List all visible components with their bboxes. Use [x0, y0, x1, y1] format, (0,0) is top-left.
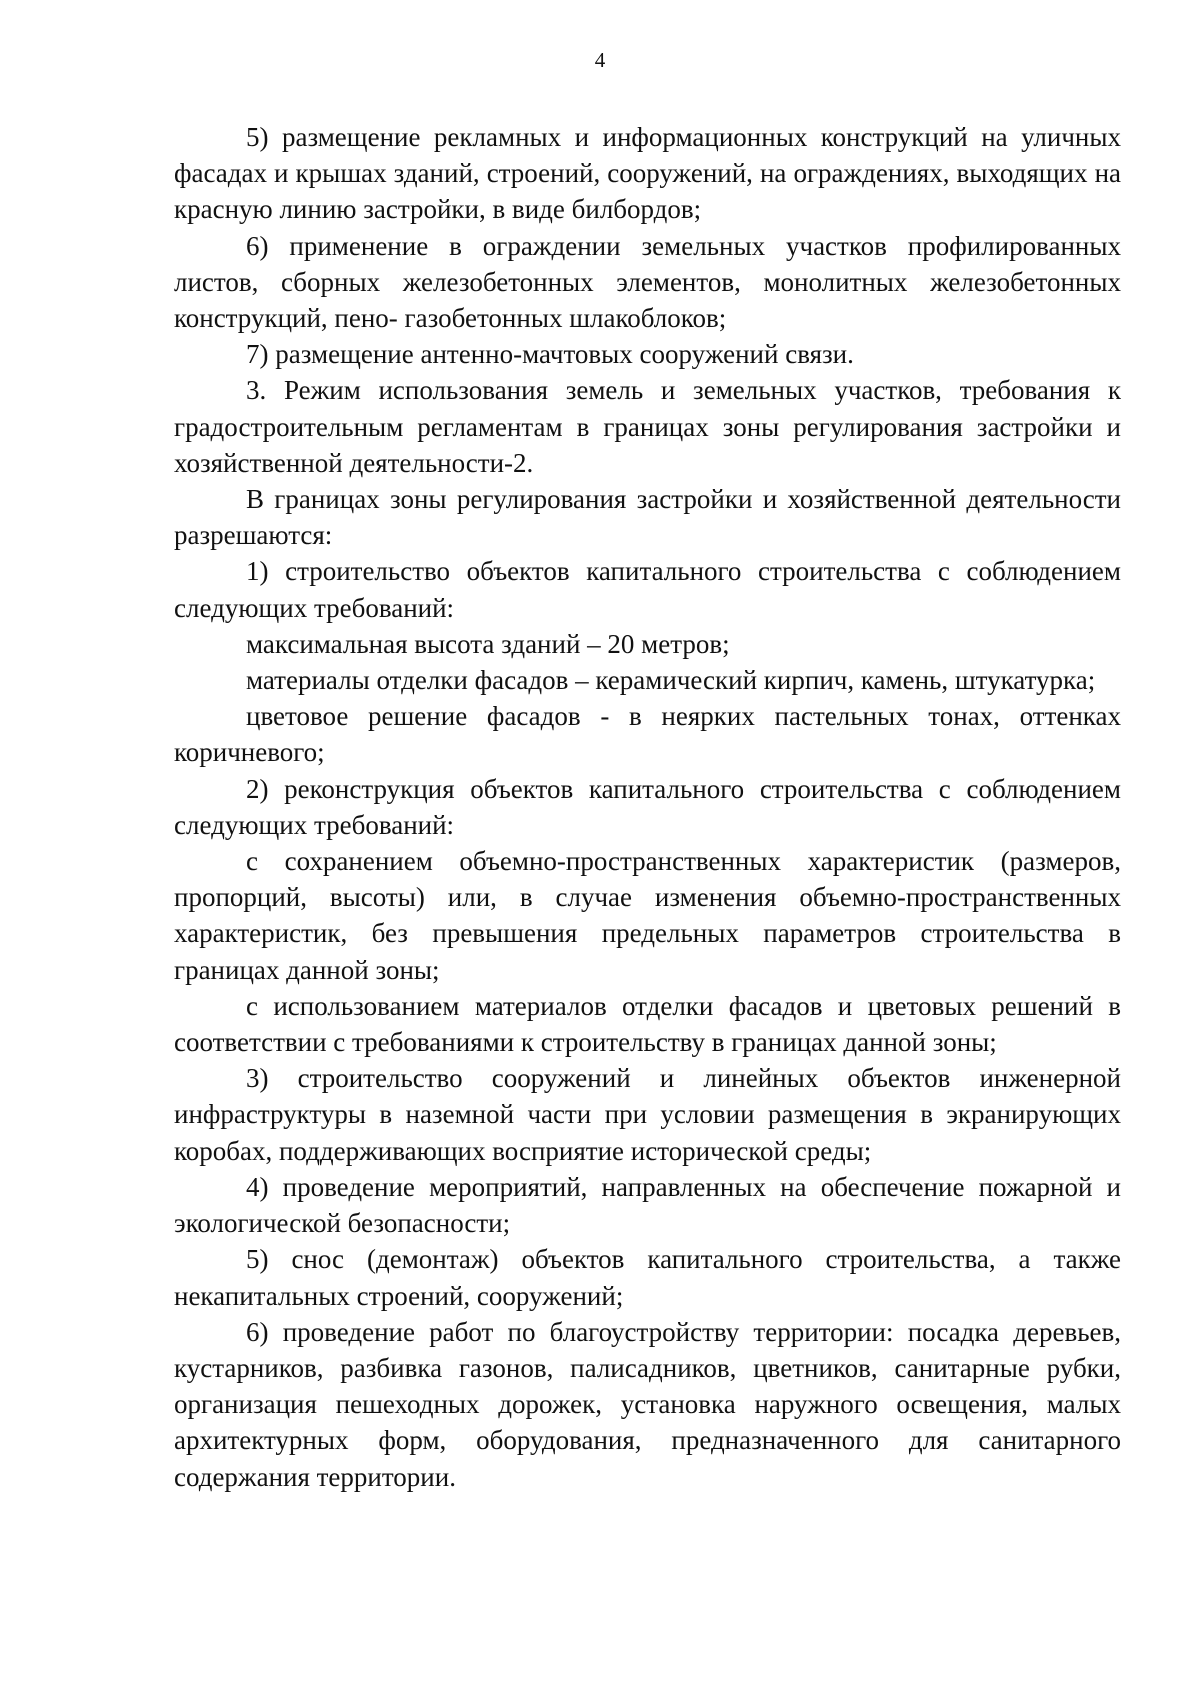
- requirement-facade-materials: материалы отделки фасадов – керамический кирпич, камень, штукатурка;: [246, 665, 1096, 696]
- page-number: 4: [594, 48, 606, 72]
- requirement-materials-colors: с использованием материалов отделки фасадов и цветовых решений в соответствии с требованиями к строительству в границах данной зоны;: [174, 990, 1121, 1058]
- permitted-item-5-demolition: 5) снос (демонтаж) объектов капитального строительства, а также некапитальных строений, сооружений;: [174, 1244, 1121, 1311]
- paragraph-item-6-fencing: 6) применение в ограждении земельных участков профилированных листов, сборных железобетонных элементов, монолитных железобетонных конструкций, пено- газобетонных шлакоблоков;: [174, 230, 1121, 334]
- requirement-max-height: максимальная высота зданий – 20 метров;: [246, 628, 730, 659]
- permitted-intro: В границах зоны регулирования застройки и хозяйственной деятельности разрешаются:: [174, 484, 1121, 551]
- paragraph-item-7-antenna: 7) размещение антенно-мачтовых сооружений связи.: [246, 339, 854, 370]
- permitted-item-4-safety: 4) проведение мероприятий, направленных на обеспечение пожарной и экологической безопасности;: [174, 1171, 1121, 1239]
- requirement-preserve-volume: с сохранением объемно-пространственных характеристик (размеров, пропорций, высоты) или, в случае изменения объемно-пространственных характеристик, без превышения предельных параметров строительства в границах данной зоны;: [174, 846, 1121, 985]
- section-3-heading: 3. Режим использования земель и земельных участков, требования к градостроительным регламентам в границах зоны регулирования застройки и хозяйственной деятельности-2.: [174, 375, 1121, 478]
- requirement-facade-colors: цветовое решение фасадов - в неярких пастельных тонах, оттенках коричневого;: [174, 701, 1121, 768]
- document-body: [174, 119, 1121, 1495]
- permitted-item-1-construction: 1) строительство объектов капитального строительства с соблюдением следующих требований:: [174, 556, 1121, 623]
- paragraph-item-5-advertising: 5) размещение рекламных и информационных конструкций на уличных фасадах и крышах зданий, строений, сооружений, на ограждениях, выходящих на красную линию застройки, в виде билбордов;: [174, 122, 1121, 225]
- permitted-item-3-infrastructure: 3) строительство сооружений и линейных объектов инженерной инфраструктуры в наземной части при условии размещения в экранирующих коробах, поддерживающих восприятие исторической среды;: [174, 1063, 1121, 1166]
- permitted-item-6-landscaping: 6) проведение работ по благоустройству территории: посадка деревьев, кустарников, разбивка газонов, палисадников, цветников, санитарные рубки, организация пешеходных дорожек, установка наружного освещения, малых архитектурных форм, оборудования, предназначенного для санитарного содержания территории.: [174, 1316, 1121, 1492]
- permitted-item-2-reconstruction: 2) реконструкция объектов капитального строительства с соблюдением следующих требований:: [174, 773, 1121, 840]
